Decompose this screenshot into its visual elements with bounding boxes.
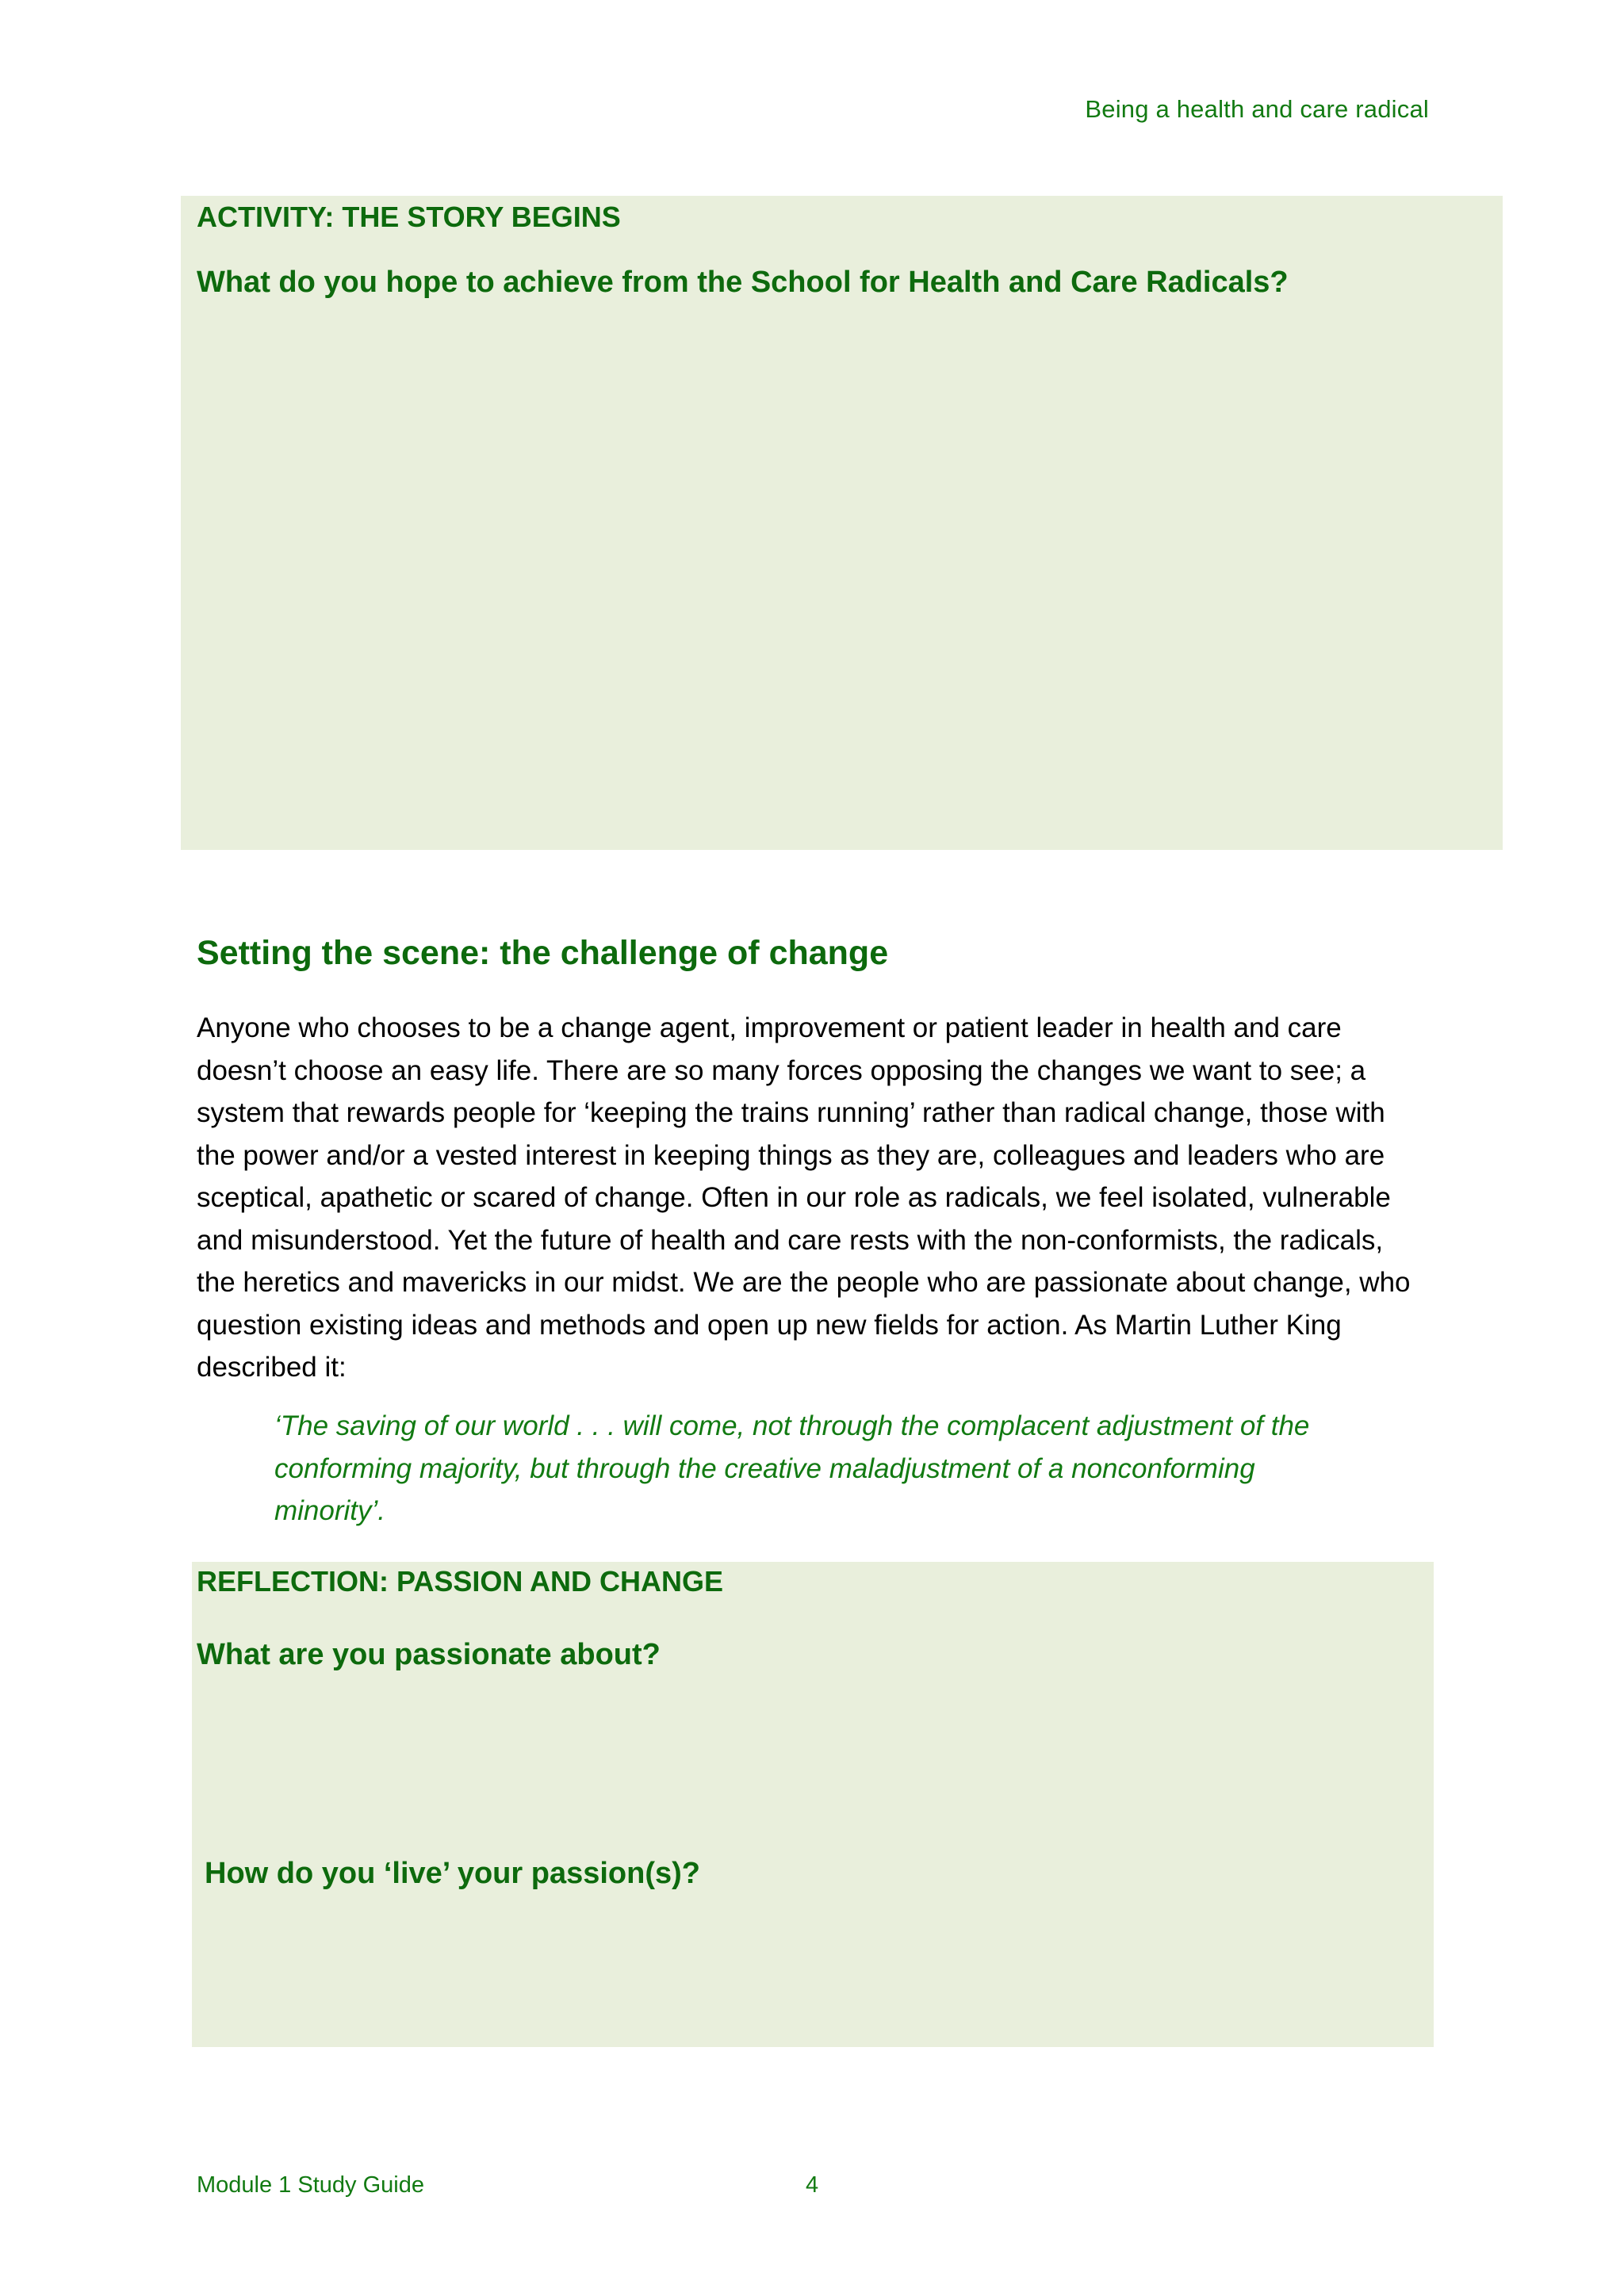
body-line: sceptical, apathetic or scared of change. Often in our role as radicals, we feel isolated, vulnerable	[197, 1182, 1391, 1213]
body-line: the heretics and mavericks in our midst. We are the people who are passionate about change, who	[197, 1267, 1411, 1298]
reflection-question-passion: What are you passionate about?	[197, 1638, 661, 1671]
body-line: the power and/or a vested interest in keeping things as they are, colleagues and leaders who are	[197, 1139, 1385, 1171]
quote-line: ‘The saving of our world . . . will come, not through the complacent adjustment of the	[274, 1410, 1310, 1441]
body-line: question existing ideas and methods and open up new fields for action. As Martin Luther King	[197, 1309, 1342, 1341]
activity-question: What do you hope to achieve from the School for Health and Care Radicals?	[197, 266, 1289, 299]
section-title: Setting the scene: the challenge of change	[197, 934, 889, 972]
mlk-quote	[274, 1405, 1400, 1533]
body-line: system that rewards people for ‘keeping the trains running’ rather than radical change, those with	[197, 1097, 1385, 1128]
footer-guide-name: Module 1 Study Guide	[197, 2172, 424, 2198]
quote-line: minority’.	[274, 1495, 386, 1526]
activity-box	[181, 196, 1503, 850]
reflection-label: REFLECTION: PASSION AND CHANGE	[197, 1565, 724, 1598]
body-line: doesn’t choose an easy life. There are so many forces opposing the changes we want to see; a	[197, 1054, 1366, 1086]
footer-page-number: 4	[806, 2172, 819, 2198]
body-paragraph	[197, 1007, 1434, 1389]
quote-line: conforming majority, but through the creative maladjustment of a nonconforming	[274, 1452, 1255, 1484]
running-header: Being a health and care radical	[1085, 95, 1429, 123]
activity-label: ACTIVITY: THE STORY BEGINS	[197, 201, 621, 233]
body-line: described it:	[197, 1352, 347, 1383]
body-line: and misunderstood. Yet the future of health and care rests with the non-conformists, the radicals,	[197, 1224, 1384, 1256]
reflection-question-live: How do you ‘live’ your passion(s)?	[205, 1857, 700, 1890]
body-line: Anyone who chooses to be a change agent, improvement or patient leader in health and care	[197, 1012, 1342, 1043]
reflection-box	[192, 1562, 1434, 2047]
